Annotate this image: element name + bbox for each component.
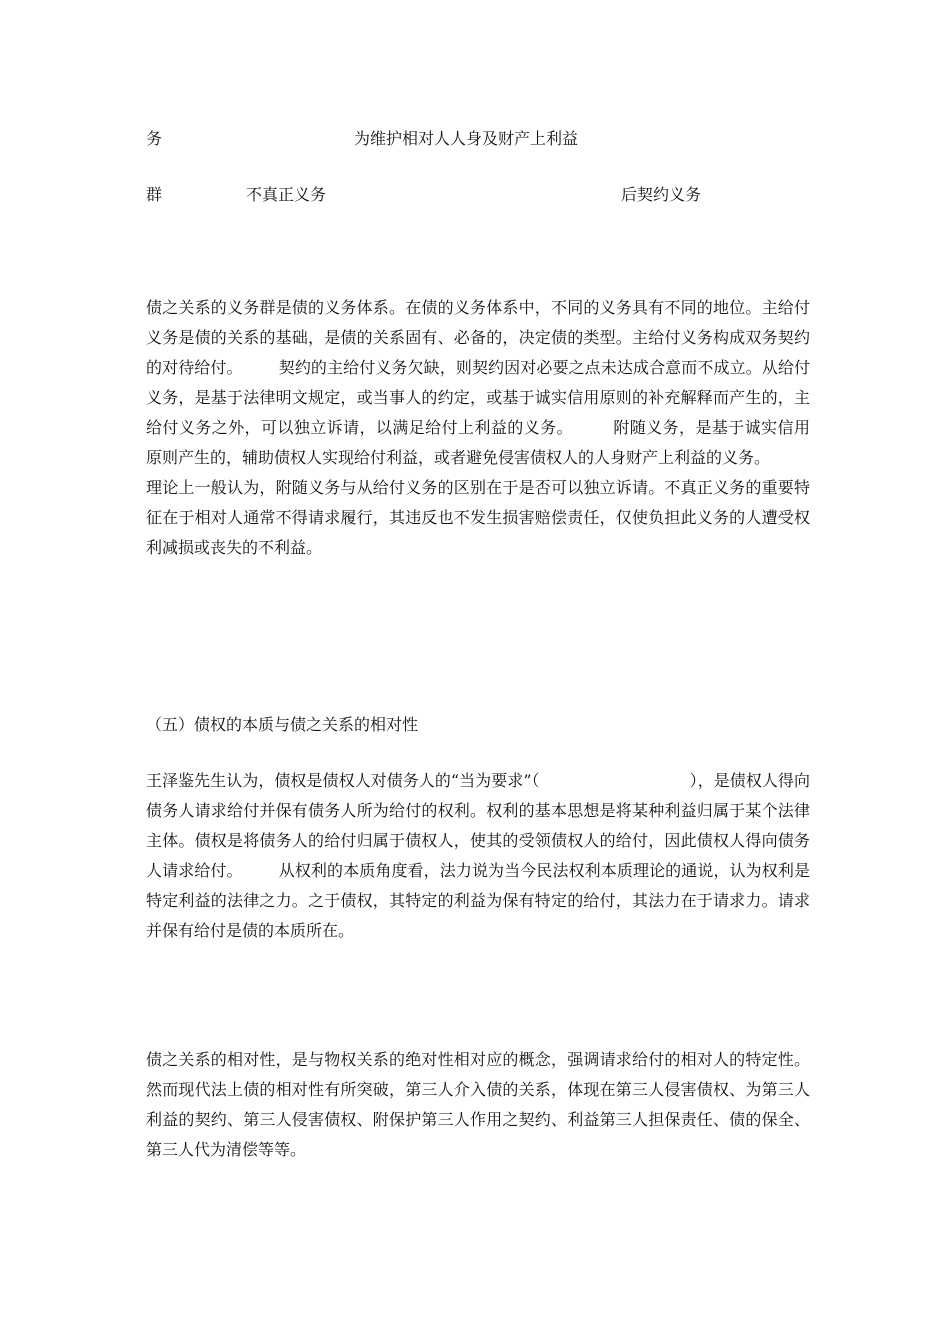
para1-sentence1: 债之关系的义务群是债的义务体系。在债的义务体系中，不同的义务具有不同的地位。主给付义务是债的关系的基础，是债的关系固有、必备的，决定债的类型。主给付义务构成双务契约的对待给付。 xyxy=(146,298,810,377)
para1-sentence4: 理论上一般认为，附随义务与从给付义务的区别在于是否可以独立诉请。不真正义务的重要特征在于相对人通常不得请求履行，其违反也不发生损害赔偿责任，仅使负担此义务的人遭受权利减损或丧失的不利益。 xyxy=(146,478,810,557)
para1-sentence2: 契约的主给付义务欠缺，则契约因对必要之点未达成合意而不成立。从给付义务，是基于法律明文规定，或当事人的约定，或基于诚实信用原则的补充解释而产生的，主给付义务之外，可以独立诉请，以满足给付上利益的义务。 xyxy=(146,358,810,437)
para2-sentence2: 从权利的本质角度看，法力说为当今民法权利本质理论的通说，认为权利是特定利益的法律之力。之于债权，其特定的利益为保有特定的给付，其法力在于请求力。请求并保有给付是债的本质所在。 xyxy=(146,861,810,940)
table-row2-col4: 后契约义务 xyxy=(621,185,702,204)
section-heading: （五）债权的本质与债之关系的相对性 xyxy=(146,715,419,734)
table-row1-col3: 为维护相对人人身及财产上利益 xyxy=(354,129,579,148)
paragraph-obligation-group xyxy=(146,293,810,563)
table-row2-col1: 群 xyxy=(146,185,163,204)
table-row2-col2: 不真正义务 xyxy=(246,185,327,204)
paragraph-nature-of-claim xyxy=(146,766,810,946)
table-row1-col1: 务 xyxy=(146,129,163,148)
para2-sentence1-a: 王泽鉴先生认为，债权是债权人对债务人的“当为要求”（ xyxy=(146,771,540,790)
para1-sentence3: 附随义务，是基于诚实信用原则产生的，辅助债权人实现给付利益，或者避免侵害债权人的人身财产上利益的义务。 xyxy=(146,418,810,467)
paragraph-relativity: 债之关系的相对性，是与物权关系的绝对性相对应的概念，强调请求给付的相对人的特定性。然而现代法上债的相对性有所突破，第三人介入债的关系，体现在第三人侵害债权、为第三人利益的契约、第三人侵害债权、附保护第三人作用之契约、利益第三人担保责任、债的保全、第三人代为清偿等等。 xyxy=(146,1050,810,1159)
para2-sentence1-b: ），是债权人得向债务人请求给付并保有债务人所为给付的权利。权利的基本思想是将某种利益归属于某个法律主体。债权是将债务人的给付归属于债权人，使其的受领债权人的给付，因此债权人得向债务人请求给付。 xyxy=(146,771,810,880)
